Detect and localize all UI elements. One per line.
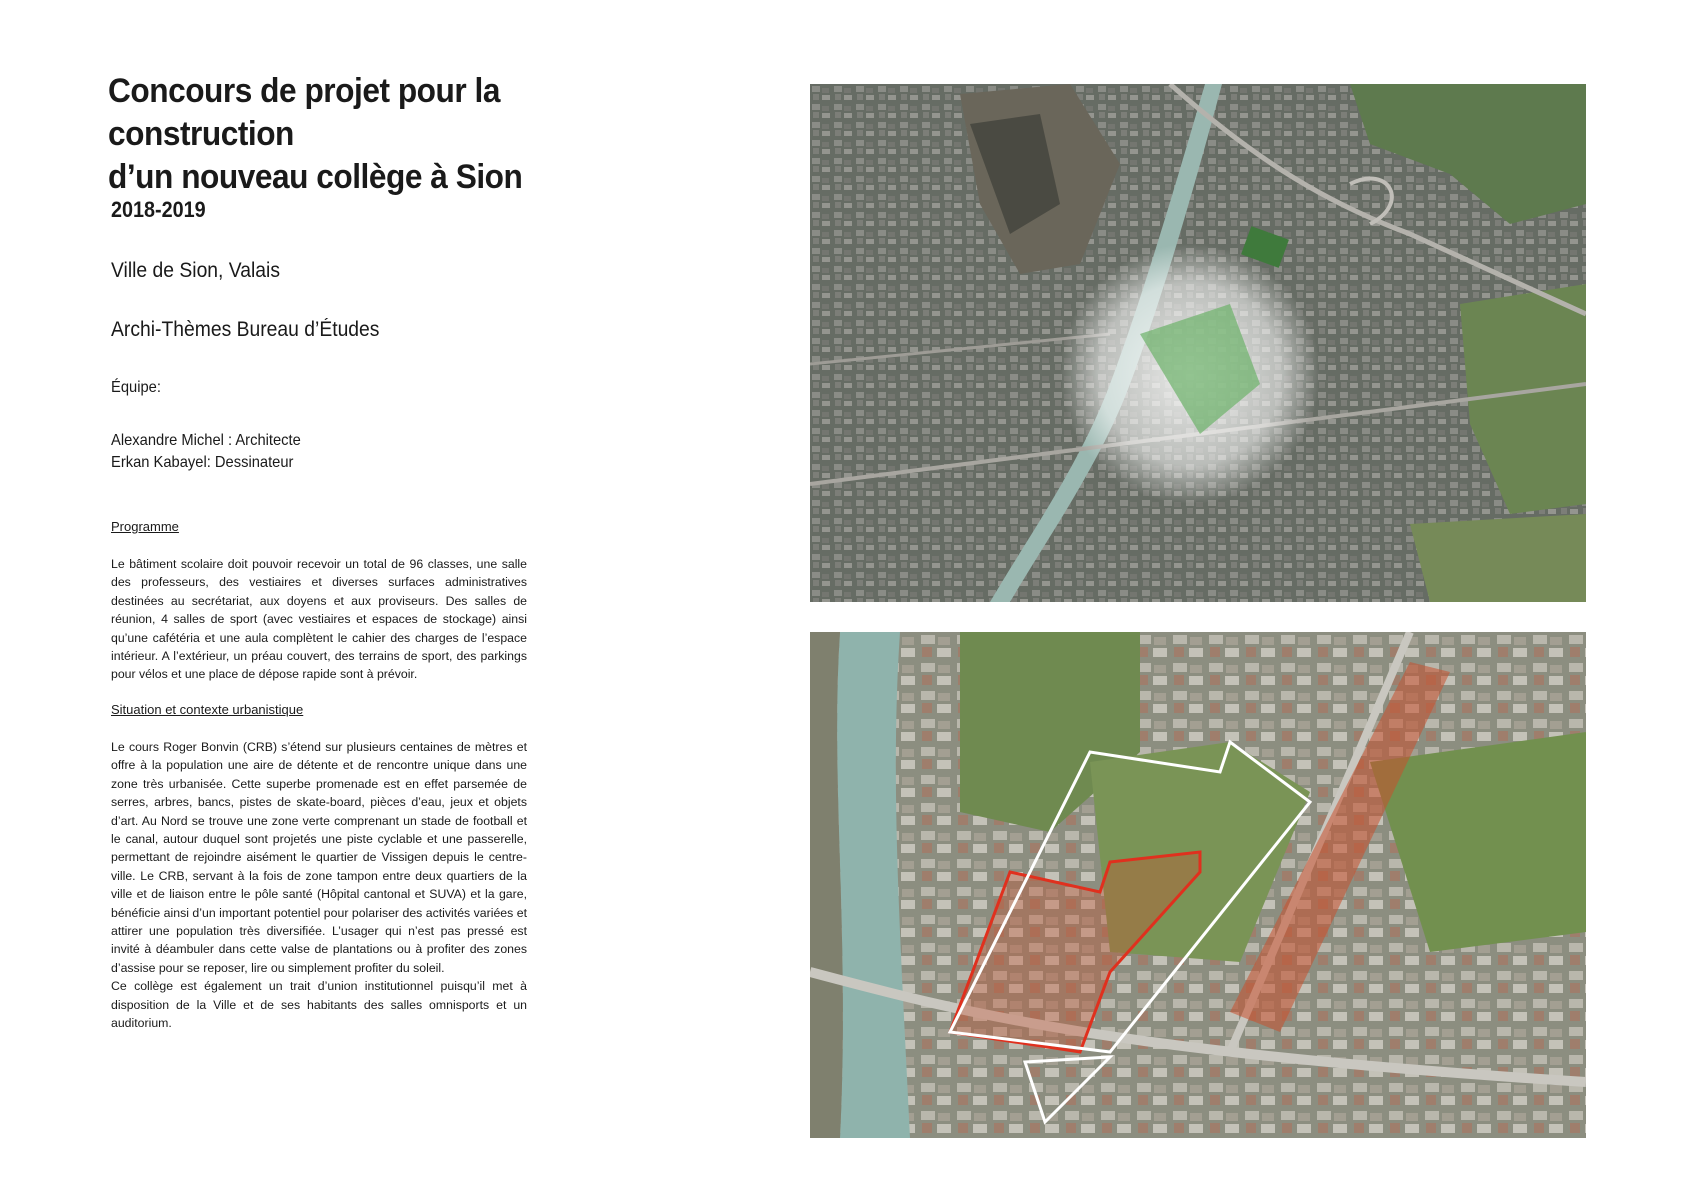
programme-heading: Programme [111,519,179,534]
aerial-city-overview [810,84,1586,602]
project-location: Ville de Sion, Valais [111,259,280,282]
title-line-2: d’un nouveau collège à Sion [108,158,523,196]
aerial-city-overview-image [810,84,1586,602]
project-years: 2018-2019 [111,197,206,222]
aerial-site-plan [810,632,1586,1138]
programme-paragraph: Le bâtiment scolaire doit pouvoir recevoir un total de 96 classes, une salle des professeurs, des vestiaires et diverses surfaces administratives destinées au secrétariat, aux doyens et aux proviseurs. Des salles de réunion, 4 salles de sport (avec vestiaires et espaces de stockage) ainsi qu’une cafétéria et une aula complètent le cahier des charges de l’espace intérieur. A l’extérieur, un préau couvert, des terrains de sport, des parkings pour vélos et une place de dépose rapide sont à prévoir. [111,557,527,682]
team-label: Équipe: [111,379,161,396]
team-list [111,430,301,474]
aerial-site-plan-image [810,632,1586,1138]
page-title [108,70,685,199]
situation-heading: Situation et contexte urbanistique [111,702,304,717]
situation-paragraph-2: Ce collège est également un trait d’union institutionnel puisqu’il met à disposition de la Ville et de ses habitants des salles omnisports et un auditorium. [111,979,527,1031]
project-office: Archi-Thèmes Bureau d’Études [111,318,380,341]
situation-paragraph: Le cours Roger Bonvin (CRB) s’étend sur plusieurs centaines de mètres et offre à la population une aire de détente et de rencontre unique dans une zone très urbanisée. Cette superbe promenade est en effet parsemée de serres, arbres, bancs, pistes de skate-board, pièces d’eau, jeux et objets d’art. Au Nord se trouve une zone verte comprenant un stade de football et le canal, autour duquel sont projetés une piste cyclable et une passerelle, permettant de rejoindre aisément le quartier de Vissigen depuis le centre-ville. Le CRB, servant à la fois de zone tampon entre deux quartiers de la ville et de liaison entre le pôle santé (Hôpital cantonal et SUVA) et la gare, bénéficie ainsi d’un important potentiel pour polariser des activités variées et attirer une population très diversifiée. L’usager qui n’est pas pressé est invité à déambuler dans cette valse de plantations ou à profiter des zones d’assise pour se reposer, lire ou simplement profiter du soleil. [111,740,527,975]
situation-text [111,738,527,1033]
programme-text [111,555,527,684]
team-member: Erkan Kabayel: Dessinateur [111,454,294,471]
team-member: Alexandre Michel : Architecte [111,432,301,449]
title-line-1: Concours de projet pour la construction [108,72,500,153]
